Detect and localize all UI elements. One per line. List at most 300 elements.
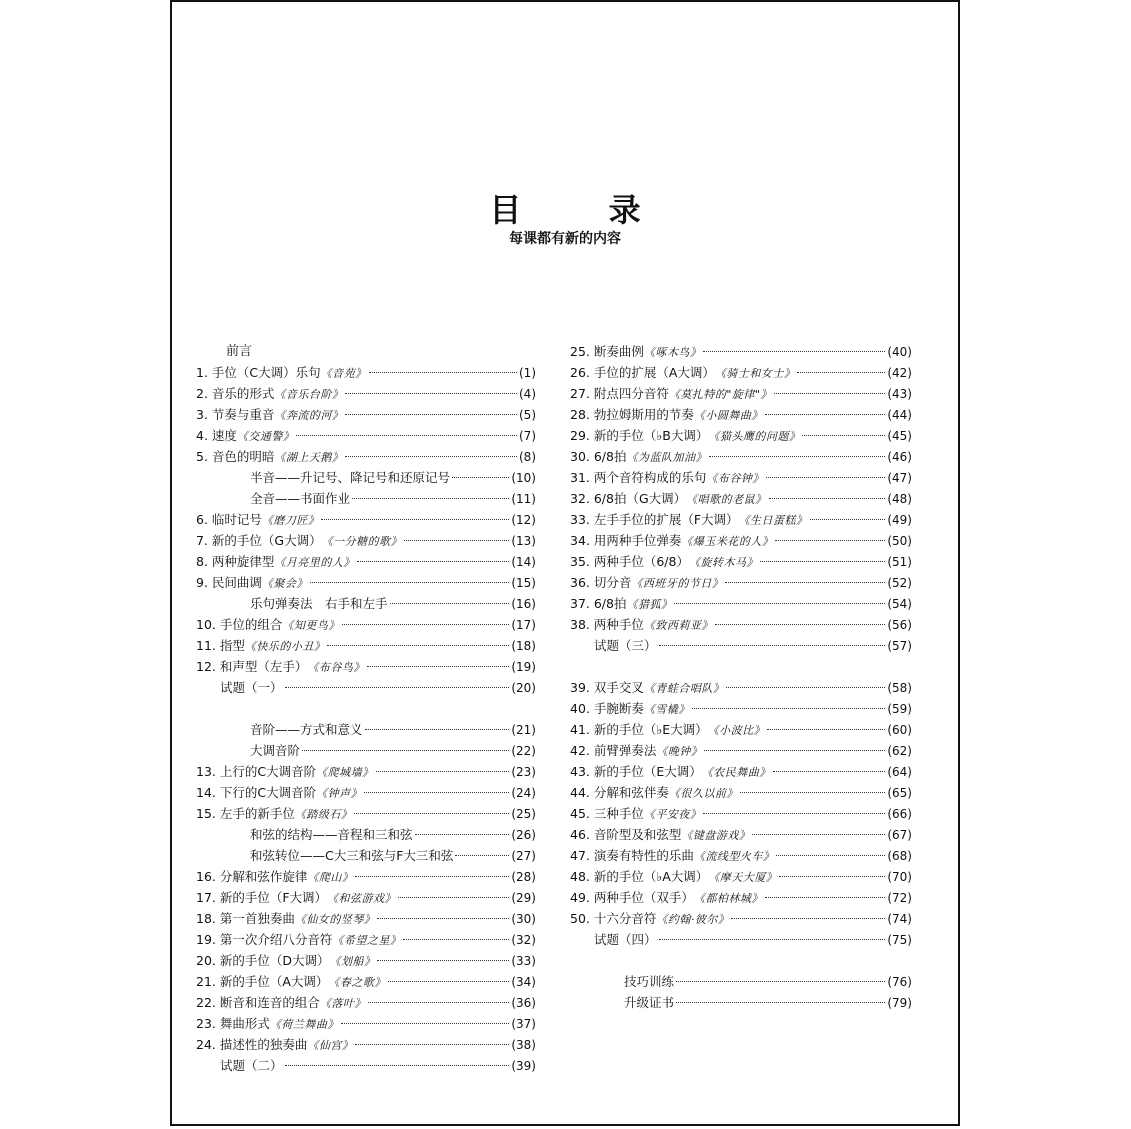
toc-entry[interactable] xyxy=(570,719,912,740)
toc-entry-title: 40. 手腕断奏 xyxy=(570,701,644,716)
toc-dot-leader xyxy=(715,624,886,625)
toc-entry-title: 10. 手位的组合 xyxy=(196,617,283,632)
toc-page-number: (47) xyxy=(887,471,912,485)
toc-dot-leader xyxy=(810,519,886,520)
toc-spacer xyxy=(196,698,536,719)
toc-entry-work: 《啄木鸟》 xyxy=(643,346,702,359)
toc-dot-leader xyxy=(659,645,886,646)
toc-entry-work: 《致西莉亚》 xyxy=(643,619,713,632)
toc-left-column xyxy=(196,341,536,1076)
toc-dot-leader xyxy=(797,372,885,373)
toc-entry-work: 《爬城墙》 xyxy=(316,766,374,779)
toc-entry[interactable] xyxy=(570,845,912,866)
toc-dot-leader xyxy=(415,834,510,835)
toc-entry[interactable] xyxy=(570,908,912,929)
toc-entry-title: 43. 新的手位（E大调） xyxy=(570,764,702,779)
toc-entry[interactable] xyxy=(196,1034,536,1055)
toc-page-number: (75) xyxy=(887,933,912,947)
toc-entry[interactable] xyxy=(570,572,912,593)
toc-entry-work: 《爬山》 xyxy=(307,871,354,884)
toc-dot-leader xyxy=(321,519,509,520)
toc-page-number: (50) xyxy=(887,534,912,548)
toc-entry-title: 31. 两个音符构成的乐句 xyxy=(570,470,707,485)
toc-entry-title: 46. 音阶型及和弦型 xyxy=(570,827,682,842)
toc-entry-title: 33. 左手手位的扩展（F大调） xyxy=(570,512,739,527)
toc-page-number: (79) xyxy=(887,996,912,1010)
page-title: 目 录 xyxy=(489,191,679,229)
toc-entry-title: 20. 新的手位（D大调） xyxy=(196,953,330,968)
toc-dot-leader xyxy=(767,729,885,730)
toc-entry[interactable] xyxy=(570,425,912,446)
toc-entry[interactable] xyxy=(570,824,912,845)
toc-entry-title: 30. 6/8拍 xyxy=(570,449,627,464)
toc-page-number: (23) xyxy=(511,765,536,779)
toc-entry[interactable] xyxy=(570,488,912,509)
toc-entry[interactable] xyxy=(570,971,912,992)
toc-right-column xyxy=(570,341,912,1013)
toc-dot-leader xyxy=(355,876,509,877)
toc-entry-title: 24. 描述性的独奏曲 xyxy=(196,1037,308,1052)
toc-page-number: (37) xyxy=(511,1017,536,1031)
toc-entry-work: 《月亮里的人》 xyxy=(274,556,355,569)
toc-right-list xyxy=(570,341,912,1013)
toc-dot-leader xyxy=(345,456,517,457)
toc-page xyxy=(170,0,960,1126)
toc-entry-title: 34. 用两种手位弹奏 xyxy=(570,533,682,548)
toc-dot-leader xyxy=(760,561,885,562)
toc-entry[interactable] xyxy=(196,446,536,467)
toc-entry[interactable] xyxy=(570,530,912,551)
toc-entry-title: 7. 新的手位（G大调） xyxy=(196,533,322,548)
toc-entry[interactable] xyxy=(196,593,536,614)
toc-entry[interactable] xyxy=(570,467,912,488)
toc-entry-title: 音阶——方式和意义 xyxy=(250,722,363,737)
toc-entry-work: 《布谷鸟》 xyxy=(307,661,365,674)
toc-page-number: (18) xyxy=(511,639,536,653)
toc-dot-leader xyxy=(342,624,510,625)
toc-entry[interactable] xyxy=(570,383,912,404)
toc-dot-leader xyxy=(740,792,886,793)
toc-entry-title: 42. 前臂弹奏法 xyxy=(570,743,657,758)
toc-page-number: (13) xyxy=(511,534,536,548)
toc-entry-title: 21. 新的手位（A大调） xyxy=(196,974,329,989)
toc-entry-title: 9. 民间曲调 xyxy=(196,575,262,590)
toc-entry-title: 32. 6/8拍（G大调） xyxy=(570,491,687,506)
toc-dot-leader xyxy=(776,855,885,856)
toc-entry-title: 50. 十六分音符 xyxy=(570,911,657,926)
toc-dot-leader xyxy=(752,834,885,835)
toc-entry[interactable] xyxy=(570,887,912,908)
toc-page-number: (15) xyxy=(511,576,536,590)
toc-page-number: (16) xyxy=(511,597,536,611)
toc-entry[interactable] xyxy=(196,509,536,530)
toc-page-number: (59) xyxy=(887,702,912,716)
toc-entry[interactable] xyxy=(570,635,912,656)
toc-entry[interactable] xyxy=(196,929,536,950)
toc-entry-title: 3. 节奏与重音 xyxy=(196,407,275,422)
toc-page-number: (30) xyxy=(511,912,536,926)
toc-entry-work: 《生日蛋糕》 xyxy=(738,514,808,527)
toc-entry[interactable] xyxy=(570,929,912,950)
toc-entry[interactable] xyxy=(196,656,536,677)
toc-dot-leader xyxy=(341,1023,510,1024)
toc-entry-work: 《都柏林城》 xyxy=(693,892,763,905)
toc-page-number: (42) xyxy=(887,366,912,380)
toc-page-number: (58) xyxy=(887,681,912,695)
toc-page-number: (49) xyxy=(887,513,912,527)
toc-entry-work: 《和弦游戏》 xyxy=(327,892,397,905)
toc-entry-title: 15. 左手的新手位 xyxy=(196,806,295,821)
toc-page-number: (20) xyxy=(511,681,536,695)
toc-page-number: (32) xyxy=(511,933,536,947)
toc-entry-work: 《约翰·彼尔》 xyxy=(656,913,730,926)
toc-page-number: (29) xyxy=(511,891,536,905)
toc-entry[interactable] xyxy=(196,845,536,866)
toc-entry-title: 试题（三） xyxy=(594,638,657,653)
toc-page-number: (27) xyxy=(511,849,536,863)
toc-entry-title: 16. 分解和弦作旋律 xyxy=(196,869,308,884)
toc-dot-leader xyxy=(345,393,517,394)
toc-entry-title: 5. 音色的明暗 xyxy=(196,449,275,464)
toc-entry-work: 《为蓝队加油》 xyxy=(626,451,707,464)
toc-entry-work: 《钟声》 xyxy=(316,787,363,800)
toc-dot-leader xyxy=(367,666,510,667)
toc-entry[interactable] xyxy=(570,740,912,761)
toc-entry-work: 《荷兰舞曲》 xyxy=(269,1018,339,1031)
toc-entry[interactable] xyxy=(570,677,912,698)
toc-dot-leader xyxy=(369,372,517,373)
toc-dot-leader xyxy=(802,435,885,436)
toc-dot-leader xyxy=(765,897,886,898)
toc-page-number: (74) xyxy=(887,912,912,926)
toc-page-number: (22) xyxy=(511,744,536,758)
toc-entry-title: 48. 新的手位（♭A大调） xyxy=(570,869,709,884)
toc-dot-leader xyxy=(390,603,510,604)
toc-entry-title: 36. 切分音 xyxy=(570,575,632,590)
toc-entry-work: 《交通警》 xyxy=(236,430,295,443)
toc-dot-leader xyxy=(676,981,885,982)
toc-entry-title: 和弦转位——C大三和弦与F大三和弦 xyxy=(250,848,454,863)
toc-page-number: (39) xyxy=(511,1059,536,1073)
toc-entry[interactable] xyxy=(196,1013,536,1034)
toc-dot-leader xyxy=(455,855,509,856)
toc-entry[interactable] xyxy=(196,740,536,761)
toc-spacer xyxy=(570,950,912,971)
toc-entry-title: 全音——书面作业 xyxy=(250,491,351,506)
toc-entry-title: 17. 新的手位（F大调） xyxy=(196,890,328,905)
toc-dot-leader xyxy=(377,960,509,961)
toc-dot-leader xyxy=(726,687,885,688)
toc-entry-title: 2. 音乐的形式 xyxy=(196,386,275,401)
toc-entry-title: 和弦的结构——音程和三和弦 xyxy=(250,827,413,842)
toc-dot-leader xyxy=(703,813,885,814)
toc-dot-leader xyxy=(703,351,885,352)
toc-entry-work: 《音乐台阶》 xyxy=(274,388,344,401)
toc-entry-title: 技巧训练 xyxy=(624,974,675,989)
toc-entry-work: 《音苑》 xyxy=(320,367,367,380)
toc-page-number: (44) xyxy=(887,408,912,422)
toc-dot-leader xyxy=(377,918,509,919)
toc-entry-work: 《西班牙的节日》 xyxy=(631,577,724,590)
toc-entry-work: 《旋转木马》 xyxy=(688,556,758,569)
toc-dot-leader xyxy=(357,561,509,562)
toc-entry-work: 《摩天大厦》 xyxy=(708,871,778,884)
toc-dot-leader xyxy=(774,393,885,394)
toc-entry-title: 19. 第一次介绍八分音符 xyxy=(196,932,333,947)
toc-entry-title: 18. 第一首独奏曲 xyxy=(196,911,295,926)
toc-entry-title: 45. 三种手位 xyxy=(570,806,644,821)
toc-dot-leader xyxy=(368,1002,510,1003)
toc-dot-leader xyxy=(354,813,509,814)
toc-entry-title: 25. 断奏曲例 xyxy=(570,344,644,359)
toc-entry-work: 《流线型火车》 xyxy=(693,850,775,863)
toc-entry[interactable] xyxy=(196,572,536,593)
toc-page-number: (26) xyxy=(511,828,536,842)
toc-page-number: (64) xyxy=(887,765,912,779)
toc-entry-title: 22. 断音和连音的组合 xyxy=(196,995,320,1010)
toc-dot-leader xyxy=(692,708,886,709)
toc-page-number: (60) xyxy=(887,723,912,737)
toc-entry-work: 《小圆舞曲》 xyxy=(693,409,763,422)
toc-entry[interactable] xyxy=(570,446,912,467)
toc-page-number: (66) xyxy=(887,807,912,821)
toc-page-number: (38) xyxy=(511,1038,536,1052)
toc-entry-title: 39. 双手交叉 xyxy=(570,680,644,695)
toc-entry-title: 26. 手位的扩展（A大调） xyxy=(570,365,715,380)
toc-dot-leader xyxy=(398,897,509,898)
toc-entry-title: 升级证书 xyxy=(624,995,675,1010)
toc-page-number: (72) xyxy=(887,891,912,905)
toc-dot-leader xyxy=(355,1044,509,1045)
toc-page-number: (48) xyxy=(887,492,912,506)
toc-entry[interactable] xyxy=(570,698,912,719)
toc-entry-title: 29. 新的手位（♭B大调） xyxy=(570,428,709,443)
toc-entry[interactable] xyxy=(570,992,912,1013)
toc-entry-work: 《知更鸟》 xyxy=(282,619,340,632)
toc-entry[interactable] xyxy=(196,551,536,572)
toc-dot-leader xyxy=(769,498,886,499)
toc-page-number: (28) xyxy=(511,870,536,884)
toc-entry-title: 12. 和声型（左手） xyxy=(196,659,308,674)
toc-entry[interactable] xyxy=(196,971,536,992)
toc-dot-leader xyxy=(352,498,509,499)
toc-entry[interactable] xyxy=(196,866,536,887)
toc-entry-title: 乐句弹奏法 右手和左手 xyxy=(250,596,388,611)
toc-spacer xyxy=(570,656,912,677)
toc-dot-leader xyxy=(779,876,885,877)
toc-left-list xyxy=(196,362,536,1076)
toc-page-number: (43) xyxy=(887,387,912,401)
toc-entry[interactable] xyxy=(570,614,912,635)
toc-page-number: (76) xyxy=(887,975,912,989)
toc-page-number: (68) xyxy=(887,849,912,863)
toc-page-number: (51) xyxy=(887,555,912,569)
toc-entry-title: 4. 速度 xyxy=(196,428,237,443)
toc-page-number: (65) xyxy=(887,786,912,800)
toc-preface[interactable]: 前言 xyxy=(226,344,253,359)
toc-page-number: (17) xyxy=(511,618,536,632)
toc-entry[interactable] xyxy=(196,761,536,782)
toc-entry[interactable] xyxy=(196,1055,536,1076)
toc-entry-title: 37. 6/8拍 xyxy=(570,596,627,611)
toc-entry-work: 《爆玉米花的人》 xyxy=(681,535,774,548)
toc-entry-work: 《雪橇》 xyxy=(643,703,690,716)
toc-entry-work: 《猎狐》 xyxy=(626,598,673,611)
toc-entry-work: 《莫扎特的"旋律"》 xyxy=(668,388,772,401)
toc-dot-leader xyxy=(725,582,885,583)
toc-dot-leader xyxy=(452,477,509,478)
toc-entry[interactable] xyxy=(196,425,536,446)
toc-entry[interactable] xyxy=(196,719,536,740)
toc-entry[interactable] xyxy=(196,992,536,1013)
toc-entry[interactable] xyxy=(196,467,536,488)
toc-entry-title: 大调音阶 xyxy=(250,743,301,758)
toc-entry-title: 试题（一） xyxy=(220,680,283,695)
toc-page-number: (24) xyxy=(511,786,536,800)
toc-entry[interactable] xyxy=(570,404,912,425)
toc-dot-leader xyxy=(731,918,885,919)
toc-entry-title: 28. 勃拉姆斯用的节奏 xyxy=(570,407,694,422)
toc-page-number: (12) xyxy=(511,513,536,527)
toc-entry-work: 《春之歌》 xyxy=(328,976,386,989)
toc-page-number: (36) xyxy=(511,996,536,1010)
toc-entry-title: 38. 两种手位 xyxy=(570,617,644,632)
toc-entry[interactable] xyxy=(570,341,912,362)
toc-entry-work: 《希望之星》 xyxy=(332,934,402,947)
toc-dot-leader xyxy=(376,771,510,772)
toc-dot-leader xyxy=(327,645,509,646)
toc-entry[interactable] xyxy=(196,488,536,509)
toc-entry-work: 《小波比》 xyxy=(707,724,766,737)
toc-dot-leader xyxy=(773,771,886,772)
toc-entry-work: 《骑士和女士》 xyxy=(714,367,796,380)
toc-page-number: (57) xyxy=(887,639,912,653)
toc-entry[interactable] xyxy=(196,383,536,404)
toc-dot-leader xyxy=(659,939,886,940)
toc-dot-leader xyxy=(704,750,885,751)
toc-entry-title: 35. 两种手位（6/8） xyxy=(570,554,689,569)
toc-dot-leader xyxy=(674,603,885,604)
toc-entry-work: 《仙女的竖琴》 xyxy=(294,913,376,926)
toc-entry-title: 试题（二） xyxy=(220,1058,283,1073)
toc-entry-work: 《落叶》 xyxy=(319,997,366,1010)
toc-entry-title: 14. 下行的C大调音阶 xyxy=(196,785,317,800)
toc-dot-leader xyxy=(345,414,517,415)
toc-entry-title: 44. 分解和弦伴奏 xyxy=(570,785,669,800)
toc-entry[interactable] xyxy=(196,614,536,635)
toc-entry[interactable] xyxy=(196,677,536,698)
toc-dot-leader xyxy=(404,540,509,541)
toc-page-number: (5) xyxy=(519,408,536,422)
toc-page-number: (54) xyxy=(887,597,912,611)
toc-entry[interactable] xyxy=(570,551,912,572)
toc-page-number: (70) xyxy=(887,870,912,884)
toc-entry-work: 《划船》 xyxy=(329,955,376,968)
toc-dot-leader xyxy=(296,435,517,436)
toc-dot-leader xyxy=(285,1065,510,1066)
toc-entry-work: 《聚会》 xyxy=(261,577,308,590)
toc-dot-leader xyxy=(765,414,886,415)
toc-page-number: (56) xyxy=(887,618,912,632)
toc-entry-title: 半音——升记号、降记号和还原记号 xyxy=(250,470,451,485)
toc-page-number: (1) xyxy=(519,366,536,380)
toc-entry-work: 《布谷钟》 xyxy=(706,472,764,485)
toc-entry-work: 《青蛙合唱队》 xyxy=(643,682,725,695)
toc-entry-title: 41. 新的手位（♭E大调） xyxy=(570,722,708,737)
toc-entry-work: 《农民舞曲》 xyxy=(701,766,771,779)
toc-entry[interactable] xyxy=(570,761,912,782)
toc-entry[interactable] xyxy=(196,362,536,383)
toc-dot-leader xyxy=(302,750,509,751)
toc-entry[interactable] xyxy=(196,782,536,803)
toc-entry-work: 《踏级石》 xyxy=(294,808,353,821)
toc-dot-leader xyxy=(775,540,885,541)
toc-dot-leader xyxy=(403,939,509,940)
toc-entry[interactable] xyxy=(570,362,912,383)
toc-entry-title: 6. 临时记号 xyxy=(196,512,262,527)
toc-entry-work: 《平安夜》 xyxy=(643,808,702,821)
toc-entry-work: 《磨刀匠》 xyxy=(261,514,320,527)
toc-entry-work: 《奔流的河》 xyxy=(274,409,344,422)
toc-page-number: (45) xyxy=(887,429,912,443)
toc-entry-work: 《键盘游戏》 xyxy=(681,829,751,842)
toc-entry-work: 《湖上天鹅》 xyxy=(274,451,344,464)
toc-page-number: (8) xyxy=(519,450,536,464)
toc-entry[interactable] xyxy=(196,803,536,824)
toc-entry[interactable] xyxy=(570,866,912,887)
toc-entry[interactable] xyxy=(570,593,912,614)
toc-page-number: (10) xyxy=(511,471,536,485)
toc-dot-leader xyxy=(388,981,509,982)
toc-page-number: (46) xyxy=(887,450,912,464)
toc-page-number: (11) xyxy=(511,492,536,506)
toc-entry[interactable] xyxy=(196,404,536,425)
toc-entry[interactable] xyxy=(196,635,536,656)
toc-dot-leader xyxy=(676,1002,885,1003)
toc-entry[interactable] xyxy=(196,950,536,971)
toc-entry-work: 《很久以前》 xyxy=(668,787,738,800)
toc-entry-work: 《快乐的小丑》 xyxy=(244,640,326,653)
page-subtitle: 每课都有新的内容 xyxy=(509,231,621,247)
toc-entry[interactable] xyxy=(196,824,536,845)
toc-entry-work: 《晚钟》 xyxy=(656,745,703,758)
toc-page-number: (25) xyxy=(511,807,536,821)
toc-entry-work: 《唱歌的老鼠》 xyxy=(686,493,767,506)
toc-page-number: (19) xyxy=(511,660,536,674)
toc-entry[interactable] xyxy=(570,803,912,824)
toc-entry[interactable] xyxy=(196,887,536,908)
toc-page-number: (34) xyxy=(511,975,536,989)
toc-page-number: (67) xyxy=(887,828,912,842)
toc-entry-title: 49. 两种手位（双手） xyxy=(570,890,694,905)
toc-entry-title: 13. 上行的C大调音阶 xyxy=(196,764,317,779)
toc-entry[interactable] xyxy=(196,530,536,551)
toc-entry-title: 1. 手位（C大调）乐句 xyxy=(196,365,321,380)
toc-entry-title: 23. 舞曲形式 xyxy=(196,1016,270,1031)
toc-dot-leader xyxy=(766,477,886,478)
toc-entry-title: 8. 两种旋律型 xyxy=(196,554,275,569)
toc-entry[interactable] xyxy=(196,908,536,929)
toc-entry-work: 《仙宫》 xyxy=(307,1039,354,1052)
toc-dot-leader xyxy=(364,792,509,793)
toc-entry[interactable] xyxy=(570,782,912,803)
toc-page-number: (14) xyxy=(511,555,536,569)
toc-entry[interactable] xyxy=(570,509,912,530)
toc-page-number: (7) xyxy=(519,429,536,443)
toc-page-number: (33) xyxy=(511,954,536,968)
toc-entry-title: 11. 指型 xyxy=(196,638,245,653)
toc-page-number: (4) xyxy=(519,387,536,401)
